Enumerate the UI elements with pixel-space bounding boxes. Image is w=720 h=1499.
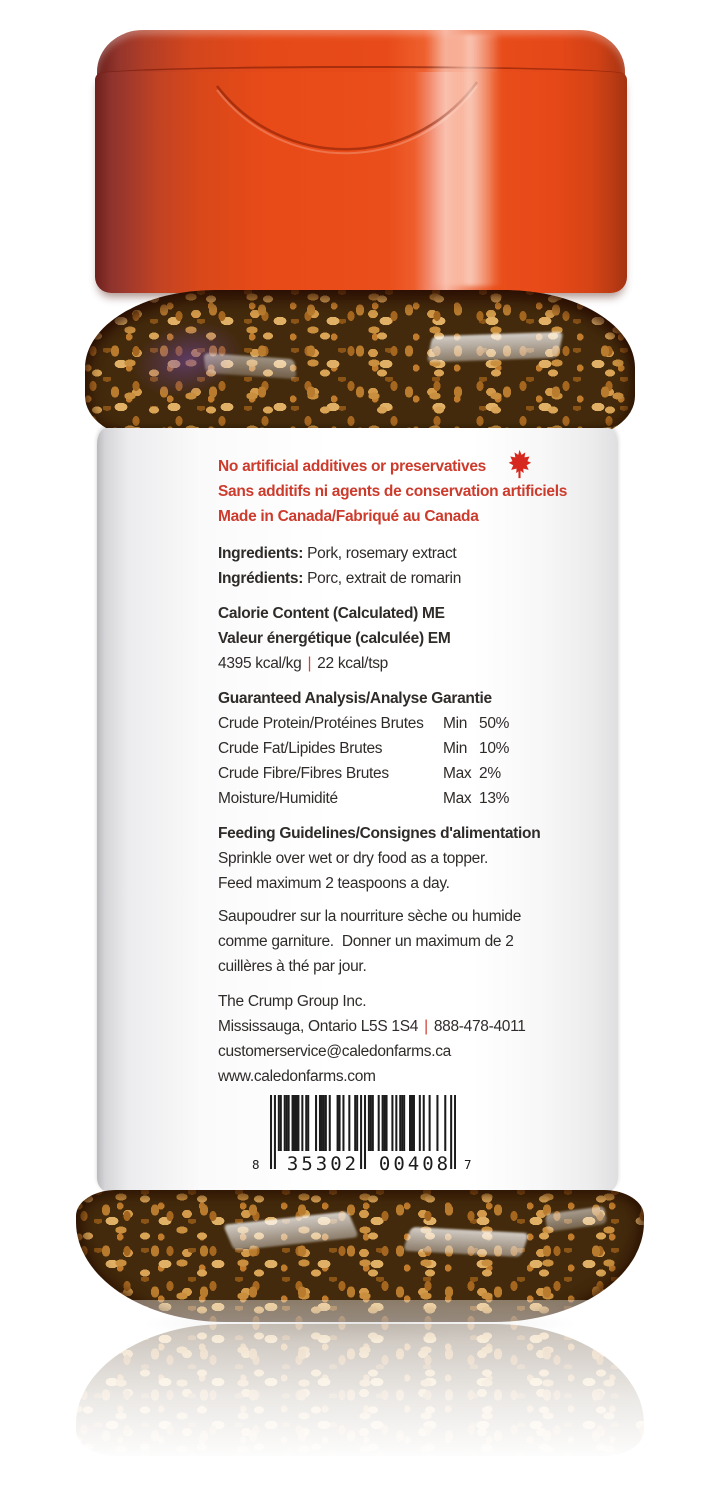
feeding-fr-paragraph (218, 904, 592, 979)
maple-leaf-icon (507, 448, 532, 480)
label-content (97, 428, 618, 1192)
company-contact (218, 1014, 592, 1039)
analysis-qualifier: Min (443, 740, 468, 757)
upc-barcode (250, 1095, 480, 1181)
claim-line: No artificial additives or preservatives (218, 458, 486, 475)
claim-line: Sans additifs ni agents de conservation artificiels (218, 483, 568, 500)
ingredients-fr-value: Porc, extrait de romarin (307, 570, 462, 587)
claim-line: Made in Canada/Fabriqué au Canada (218, 508, 479, 525)
feeding-block (218, 821, 592, 979)
glass-shine (545, 1206, 607, 1232)
analysis-value: 50% (479, 715, 510, 732)
analysis-qualifier: Max (443, 765, 472, 782)
calorie-heading-fr: Valeur énergétique (calculée) EM (218, 630, 451, 647)
ingredients-block (218, 541, 592, 591)
company-block (218, 989, 592, 1089)
analysis-name: Crude Protein/Protéines Brutes (218, 715, 424, 732)
contact-separator: | (424, 1018, 428, 1035)
feeding-line-fr: comme garniture. Donner un maximum de 2 (218, 933, 514, 950)
analysis-name: Moisture/Humidité (218, 790, 338, 807)
glass-shine (427, 332, 564, 363)
barcode-group1: 35302 (286, 1153, 360, 1175)
barcode-lead-digit: 8 (252, 1157, 260, 1172)
feeding-heading: Feeding Guidelines/Consignes d'alimentation (218, 825, 541, 842)
analysis-heading: Guaranteed Analysis/Analyse Garantie (218, 690, 492, 707)
ingredients-en-value: Pork, rosemary extract (307, 545, 457, 562)
company-address: Mississauga, Ontario L5S 1S4 (218, 1018, 419, 1035)
cap-highlight (430, 34, 502, 286)
calorie-per-tsp: 22 kcal/tsp (317, 655, 388, 672)
ingredients-fr (218, 566, 592, 591)
glass-shine (223, 1211, 359, 1250)
ingredients-en (218, 541, 592, 566)
feeding-line-fr: cuillères à thé par jour. (218, 958, 367, 975)
barcode-check-digit: 7 (464, 1157, 472, 1172)
ingredients-en-label: Ingredients: (218, 545, 304, 562)
analysis-name: Crude Fat/Lipides Brutes (218, 740, 383, 757)
calorie-separator: | (307, 655, 312, 672)
company-phone: 888-478-4011 (433, 1018, 526, 1035)
analysis-row (218, 786, 592, 811)
calorie-block (218, 601, 592, 676)
analysis-name: Crude Fibre/Fibres Brutes (218, 765, 389, 782)
calorie-values (218, 651, 592, 676)
company-name: The Crump Group Inc. (218, 993, 367, 1010)
calorie-per-kg: 4395 kcal/kg (218, 655, 302, 672)
feeding-line-en: Sprinkle over wet or dry food as a topper. (218, 850, 488, 867)
analysis-row (218, 761, 592, 786)
glass-shine (403, 1227, 529, 1257)
analysis-value: 10% (479, 740, 510, 757)
feeding-line-fr: Saupoudrer sur la nourriture sèche ou humide (218, 908, 522, 925)
analysis-row (218, 711, 592, 736)
reflection-fade (0, 1300, 720, 1499)
analysis-qualifier: Min (443, 715, 468, 732)
guaranteed-analysis-block (218, 686, 592, 811)
ingredients-fr-label: Ingrédients: (218, 570, 304, 587)
analysis-value: 13% (479, 790, 510, 807)
company-website: www.caledonfarms.com (218, 1068, 376, 1085)
barcode-group2: 00408 (378, 1153, 452, 1175)
company-email: customerservice@caledonfarms.ca (218, 1043, 451, 1060)
calorie-heading-en: Calorie Content (Calculated) ME (218, 605, 445, 622)
analysis-value: 2% (479, 765, 501, 782)
analysis-qualifier: Max (443, 790, 472, 807)
analysis-row (218, 736, 592, 761)
feeding-line-en: Feed maximum 2 teaspoons a day. (218, 875, 450, 892)
claims-block (218, 454, 592, 529)
jar-shoulder-granules (85, 290, 635, 438)
back-label (97, 428, 618, 1192)
